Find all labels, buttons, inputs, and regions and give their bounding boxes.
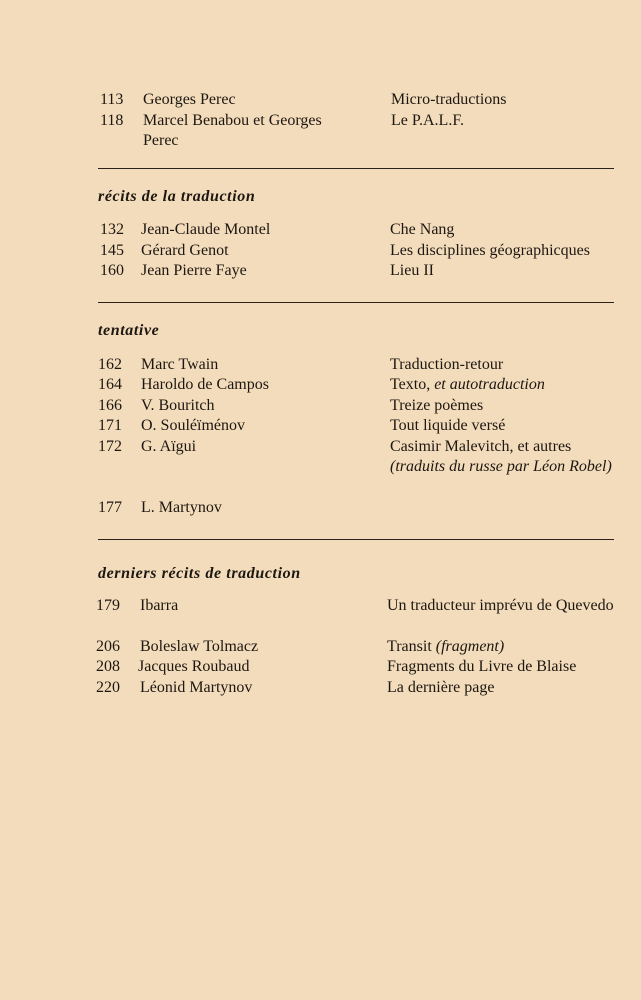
author-name: O. Souléïménov: [141, 417, 245, 434]
page-number: 132: [100, 221, 124, 238]
section-heading: récits de la traduction: [98, 188, 256, 205]
author-name: Gérard Genot: [141, 242, 229, 259]
section-divider: [98, 168, 614, 169]
author-name: Ibarra: [140, 597, 179, 614]
page-number: 145: [100, 242, 124, 259]
work-title-italic: (fragment): [435, 638, 505, 655]
page-number: 166: [98, 397, 122, 414]
work-title-plain: Texto,: [390, 376, 431, 393]
page-number: 220: [96, 679, 120, 696]
page-number: 113: [100, 91, 124, 108]
work-title: Casimir Malevitch, et autres: [390, 438, 572, 455]
page-number: 172: [98, 438, 122, 455]
author-name: Marcel Benabou et Georges: [143, 112, 322, 129]
work-title: Un traducteur imprévu de Quevedo: [387, 597, 614, 614]
page-number: 118: [100, 112, 124, 129]
author-name: Georges Perec: [143, 91, 236, 108]
author-name: V. Bouritch: [141, 397, 215, 414]
work-title: Traduction-retour: [390, 356, 504, 373]
work-title: Micro-traductions: [391, 91, 507, 108]
author-name: Jean-Claude Montel: [141, 221, 271, 238]
author-name: Boleslaw Tolmacz: [140, 638, 259, 655]
translation-note: (traduits du russe par Léon Robel): [390, 458, 612, 475]
page-number: 208: [96, 658, 120, 675]
page-number: 164: [98, 376, 122, 393]
section-heading: tentative: [98, 322, 160, 339]
page-number: 206: [96, 638, 120, 655]
section-divider: [98, 539, 614, 540]
work-title: Lieu II: [390, 262, 434, 279]
author-name: Perec: [143, 132, 179, 149]
page-number: 177: [98, 499, 122, 516]
page-number: 179: [96, 597, 120, 614]
section-heading: derniers récits de traduction: [98, 565, 301, 582]
author-name: Marc Twain: [141, 356, 219, 373]
page-number: 162: [98, 356, 122, 373]
author-name: L. Martynov: [141, 499, 222, 516]
author-name: G. Aïgui: [141, 438, 197, 455]
work-title: Fragments du Livre de Blaise: [387, 658, 577, 675]
work-title-italic: et autotraduction: [434, 376, 545, 393]
page-number: 171: [98, 417, 122, 434]
work-title: La dernière page: [387, 679, 495, 696]
author-name: Haroldo de Campos: [141, 376, 269, 393]
page-number: 160: [100, 262, 124, 279]
work-title: Les disciplines géographicques: [390, 242, 590, 259]
author-name: Léonid Martynov: [140, 679, 253, 696]
section-divider: [98, 302, 614, 303]
author-name: Jean Pierre Faye: [141, 262, 247, 279]
author-name: Jacques Roubaud: [138, 658, 250, 675]
work-title: Che Nang: [390, 221, 455, 238]
work-title: Le P.A.L.F.: [391, 112, 464, 129]
work-title: [390, 375, 545, 395]
work-title: Treize poèmes: [390, 397, 484, 414]
work-title: [387, 637, 504, 657]
work-title-plain: Transit: [387, 638, 432, 655]
work-title: Tout liquide versé: [390, 417, 506, 434]
